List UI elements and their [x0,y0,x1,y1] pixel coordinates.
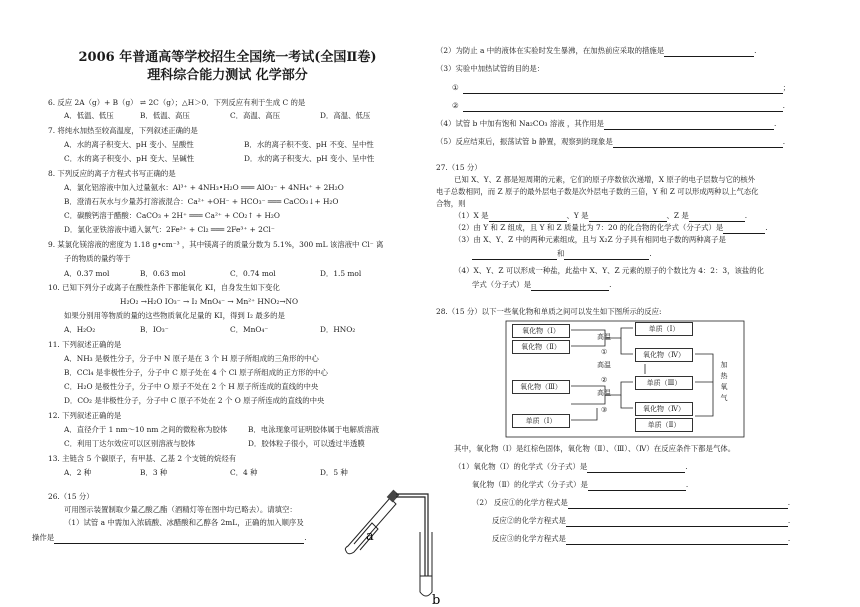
q28-after: 其中，氧化物（Ⅰ）是红棕色固体，氧化物（Ⅱ）、（Ⅲ）、（Ⅳ）在反应条件下都是气体。 [454,444,736,453]
cond-high-temp-3: 高温 [597,389,611,397]
q7-option-c: C．水的离子积变小、pH 变大、呈碱性 [64,154,195,163]
exam-title-line2: 理科综合能力测试 化学部分 [147,68,308,83]
q26-line1: 可用图示装置制取少量乙酸乙酯（酒精灯等在图中均已略去）。请填空： [64,505,297,514]
q13-stem: 13. 主链含 5 个碳原子，有甲基、乙基 2 个支链的烷烃有 [48,454,237,463]
q8-option-d: D．氯化亚铁溶液中通入氯气：2Fe²⁺ + Cl₂ ═══ 2Fe³⁺ + 2Cl⁻ [64,225,275,234]
q28-blank-2b[interactable] [566,516,791,527]
q26-sub2 [436,46,757,57]
label-b: b [432,593,441,607]
q9-option-d: D．1.5 mol [320,269,362,278]
q27-blank-y[interactable] [589,213,667,222]
cond-heat-oxygen: 加 热 氧 气 [720,361,728,402]
q11-option-b: B．CCl₄ 是非极性分子，分子中 C 原子处在 4 个 Cl 原子所组成的正方形的中心 [64,368,328,377]
q28-blank-1b[interactable] [588,480,689,491]
box-oxide-4b: 氧化物（Ⅳ） [635,402,693,416]
q26-answer-blank-3[interactable] [463,85,783,94]
period: . [773,119,777,128]
q28-stem: 28.（15 分）以下一些氧化物和单质之间可以发生如下图所示的反应: [436,307,662,316]
q12-option-c: C．利用丁达尔效应可以区别溶液与胶体 [64,439,196,448]
q11-stem: 11. 下列叙述正确的是 [48,340,122,349]
q9-option-c: C．0.74 mol [230,269,276,278]
cond-1: ① [601,348,608,356]
q27-line3: 合物，则 [436,199,466,208]
q11-option-d: D．CO₂ 是非极性分子，分子中 C 原子不处在 2 个 O 原子所连成的直线的中央 [64,396,325,405]
q13-option-d: D．5 种 [320,468,348,477]
test-tube-b [420,532,432,596]
q10-option-c: C．MnO₄⁻ [230,325,269,334]
period: . [765,223,768,232]
q28-sub2c-text: 反应③的化学方程式是 [492,534,566,543]
period: . [304,533,307,542]
q26-sub3-2-mark: ② [452,101,459,110]
q27-sub4-line1: （4）X、Y、Z 可以形成一种盐，此盐中 X、Y、Z 元素的原子的个数比为 4：2：3，该盐的化 [454,266,765,275]
q27-sub4-line2 [472,280,612,291]
q26-sub2-text: （2）为防止 a 中的液体在实验时发生暴沸，在加热前应采取的措施是 [436,46,665,55]
q9-option-b: B．0.63 mol [140,269,186,278]
period: . [787,534,791,543]
cond-2: ② [601,376,608,384]
q6-option-c: C．高温、高压 [230,111,280,120]
q26-answer-blank-1[interactable] [54,533,307,544]
q26-answer-blank-4[interactable] [463,103,783,112]
q26-sub5-text: （5）反应结束后，振荡试管 b 静置，观察到的现象是 [436,137,613,146]
reaction-diagram [505,320,745,438]
exam-title-line1: 2006 年普通高等学校招生全国统一考试(全国Ⅱ卷) [78,50,377,65]
apparatus-diagram [340,480,450,607]
box-element-1: 单质（Ⅰ） [635,322,693,336]
q27-sub1-x: （1）X 是 [454,211,489,220]
q12-option-b: B．电泳现象可证明胶体属于电解质溶液 [248,425,380,434]
period: . [787,516,791,525]
q9-stem-line1: 9. 某氯化镁溶液的密度为 1.18 g•cm⁻³ ，其中镁离子的质量分数为 5.1%，300 mL 该溶液中 Cl⁻ 离 [48,240,384,249]
q27-number: 27.（15 分） [436,163,482,172]
q12-option-d: D．胶体粒子很小，可以透过半透膜 [248,439,365,448]
q28-sub2a [472,498,790,509]
q26-sub3-1: ① ； [452,83,791,92]
q27-sub1 [454,211,747,222]
q26-line3 [32,533,307,544]
q9-option-a: A．0.37 mol [64,269,110,278]
q28-blank-2a[interactable] [568,498,791,509]
q6-stem: 6. 反应 2A（g）+ B（g） ⇌ 2C（g）；△H＞0．下列反应有利于生成 C 的是 [48,98,306,107]
q27-sub4-text: 学式（分子式）是 [472,280,532,289]
delivery-tube [396,494,428,576]
q26-number: 26.（15 分） [48,492,94,501]
q8-option-a: A．氯化铝溶液中加入过量氨水：Al³⁺ + 4NH₃•H₂O ═══ AlO₂⁻ + 4NH₄⁺ + 2H₂O [64,183,344,192]
q10-stem-line1: 10. 已知下列分子或离子在酸性条件下都能氧化 KI，自身发生如下变化 [48,283,280,292]
q8-option-b: B．澄清石灰水与少量苏打溶液混合：Ca²⁺ +OH⁻ + HCO₃⁻ ═══ CaCO₃↓+ H₂O [64,197,339,206]
q28-blank-2c[interactable] [566,534,791,545]
q26-answer-blank-2[interactable] [664,46,757,57]
q13-option-a: A．2 种 [64,468,92,477]
box-element-1-left: 单质（Ⅰ） [512,414,570,428]
q6-options [64,111,424,122]
box-oxide-2: 氧化物（Ⅱ） [512,340,570,354]
q10-option-a: A．H₂O₂ [64,325,96,334]
q27-line2: 电子总数相同，而 Z 原子的最外层电子数是次外层电子数的三倍，Y 和 Z 可以形成两种以上气态化 [436,187,759,196]
q27-sub1-z: 、Z 是 [666,211,689,220]
q26-sub3-1-mark: ① [452,83,459,92]
q28-sub2a-text: （2） 反应①的化学方程式是 [472,498,568,507]
q7-option-a: A．水的离子积变大、pH 变小、呈酸性 [64,140,194,149]
q26-sub3-2 [452,101,785,112]
q8-option-c: C．碳酸钙溶于醋酸：CaCO₃ + 2H⁺ ═══ Ca²⁺ + CO₂↑ + H₂O [64,211,280,220]
q11-option-c: C．H₂O 是极性分子，分子中 O 原子不处在 2 个 H 原子所连成的直线的中央 [64,382,319,391]
q26-line3-text: 操作是 [32,533,55,542]
q6-option-a: A．低温、低压 [64,111,114,120]
test-tube-a [345,498,396,554]
q28-blank-1a[interactable] [587,462,688,473]
q26-line2: （1）试管 a 中需加入浓硫酸、冰醋酸和乙醇各 2mL，正确的加入顺序及 [64,518,304,527]
q28-sub2b [492,516,790,527]
q7-option-b: B．水的离子积不变、pH 不变、呈中性 [244,140,374,149]
q27-sub1-y: 、Y 是 [566,211,589,220]
q27-sub2-text: （2）由 Y 和 Z 组成，且 Y 和 Z 质量比为 7：20 的化合物的化学式（分子式）是 [454,223,724,232]
q27-sub2 [454,223,768,234]
q27-sub3-and: 和 [557,249,565,258]
q28-sub2b-text: 反应②的化学方程式是 [492,516,566,525]
cond-3: ③ [601,406,608,414]
q28-sub2c [492,534,790,545]
q6-option-b: B．低温、高压 [140,111,190,120]
q7-stem: 7. 将纯水加热至较高温度，下列叙述正确的是 [48,126,198,135]
cond-high-temp-1: 高温 [597,333,611,341]
q28-sub1a-text: （1）氧化物（Ⅰ）的化学式（分子式）是 [454,462,588,471]
period: . [744,211,748,220]
q26-sub4 [436,119,776,130]
box-element-3: 单质（Ⅲ） [635,376,693,390]
period: . [609,280,612,289]
cond-high-temp-2: 高温 [597,361,611,369]
q13-options [64,468,424,479]
period: . [787,498,791,507]
q27-blank-3a[interactable] [472,251,557,260]
q27-blank-x[interactable] [489,213,567,222]
period: . [782,101,785,110]
q10-options [64,325,424,336]
box-element-2: 单质（Ⅱ） [635,418,693,432]
q11-option-a: A．NH₃ 是极性分子，分子中 N 原子是在 3 个 H 原子所组成的三角形的中心 [64,354,319,363]
box-oxide-1: 氧化物（Ⅰ） [512,324,570,338]
q13-option-c: C．4 种 [230,468,258,477]
q26-sub3: （3）实验中加热试管的目的是： [436,64,545,73]
q10-stem-line2: 如果分别用等物质的量的这些物质氧化足量的 KI，得到 I₂ 最多的是 [64,311,285,320]
q10-changes: H₂O₂ →H₂O IO₃⁻ → I₂ MnO₄⁻ → Mn²⁺ HNO₂→NO [120,297,299,306]
period: . [782,137,786,146]
q26-sub4-text: （4）试管 b 中加有饱和 Na₂CO₃ 溶液 ，其作用是 [436,119,604,128]
q28-sub1b-text: 氧化物（Ⅱ）的化学式（分子式）是 [472,480,588,489]
period: . [649,249,652,258]
q10-option-d: D．HNO₂ [320,325,356,334]
q27-blank-3b[interactable] [564,249,652,260]
q12-stem: 12. 下列叙述正确的是 [48,411,122,420]
q27-sub3-answers [472,249,652,260]
q28-sub1a [454,462,688,473]
q26-sub5 [436,137,785,148]
label-a: a [366,529,374,544]
q13-option-b: B．3 种 [140,468,168,477]
stopper [387,490,400,503]
q28-sub1b [472,480,688,491]
q6-option-d: D．高温、低压 [320,111,371,120]
q10-option-b: B．IO₃⁻ [140,325,169,334]
box-oxide-3: 氧化物（Ⅲ） [512,380,570,394]
q27-sub3: （3）由 X、Y、Z 中的两种元素组成，且与 X₂Z 分子具有相同电子数的两种离子是 [454,235,726,244]
q26-answer-blank-5[interactable] [604,119,777,130]
q27-line1: 已知 X、Y、Z 都是短周期的元素，它们的原子序数依次递增，X 原子的电子层数与它的核外 [454,175,756,184]
q26-answer-blank-6[interactable] [613,137,786,148]
period: . [685,462,688,471]
box-oxide-4: 氧化物（Ⅳ） [635,348,693,362]
q8-stem: 8. 下列反应的离子方程式书写正确的是 [48,169,176,178]
q9-options [64,269,424,280]
q7-option-d: D．水的离子积变大、pH 变小、呈中性 [244,154,375,163]
q12-option-a: A．直径介于 1 nm～10 nm 之间的微粒称为胶体 [64,425,228,434]
q9-stem-line2: 子的物质的量约等于 [64,254,131,263]
q27-blank-4[interactable] [531,280,612,291]
period: . [685,480,689,489]
period: . [754,46,757,55]
q27-blank-z[interactable] [689,211,748,222]
q27-blank-2[interactable] [723,223,768,234]
